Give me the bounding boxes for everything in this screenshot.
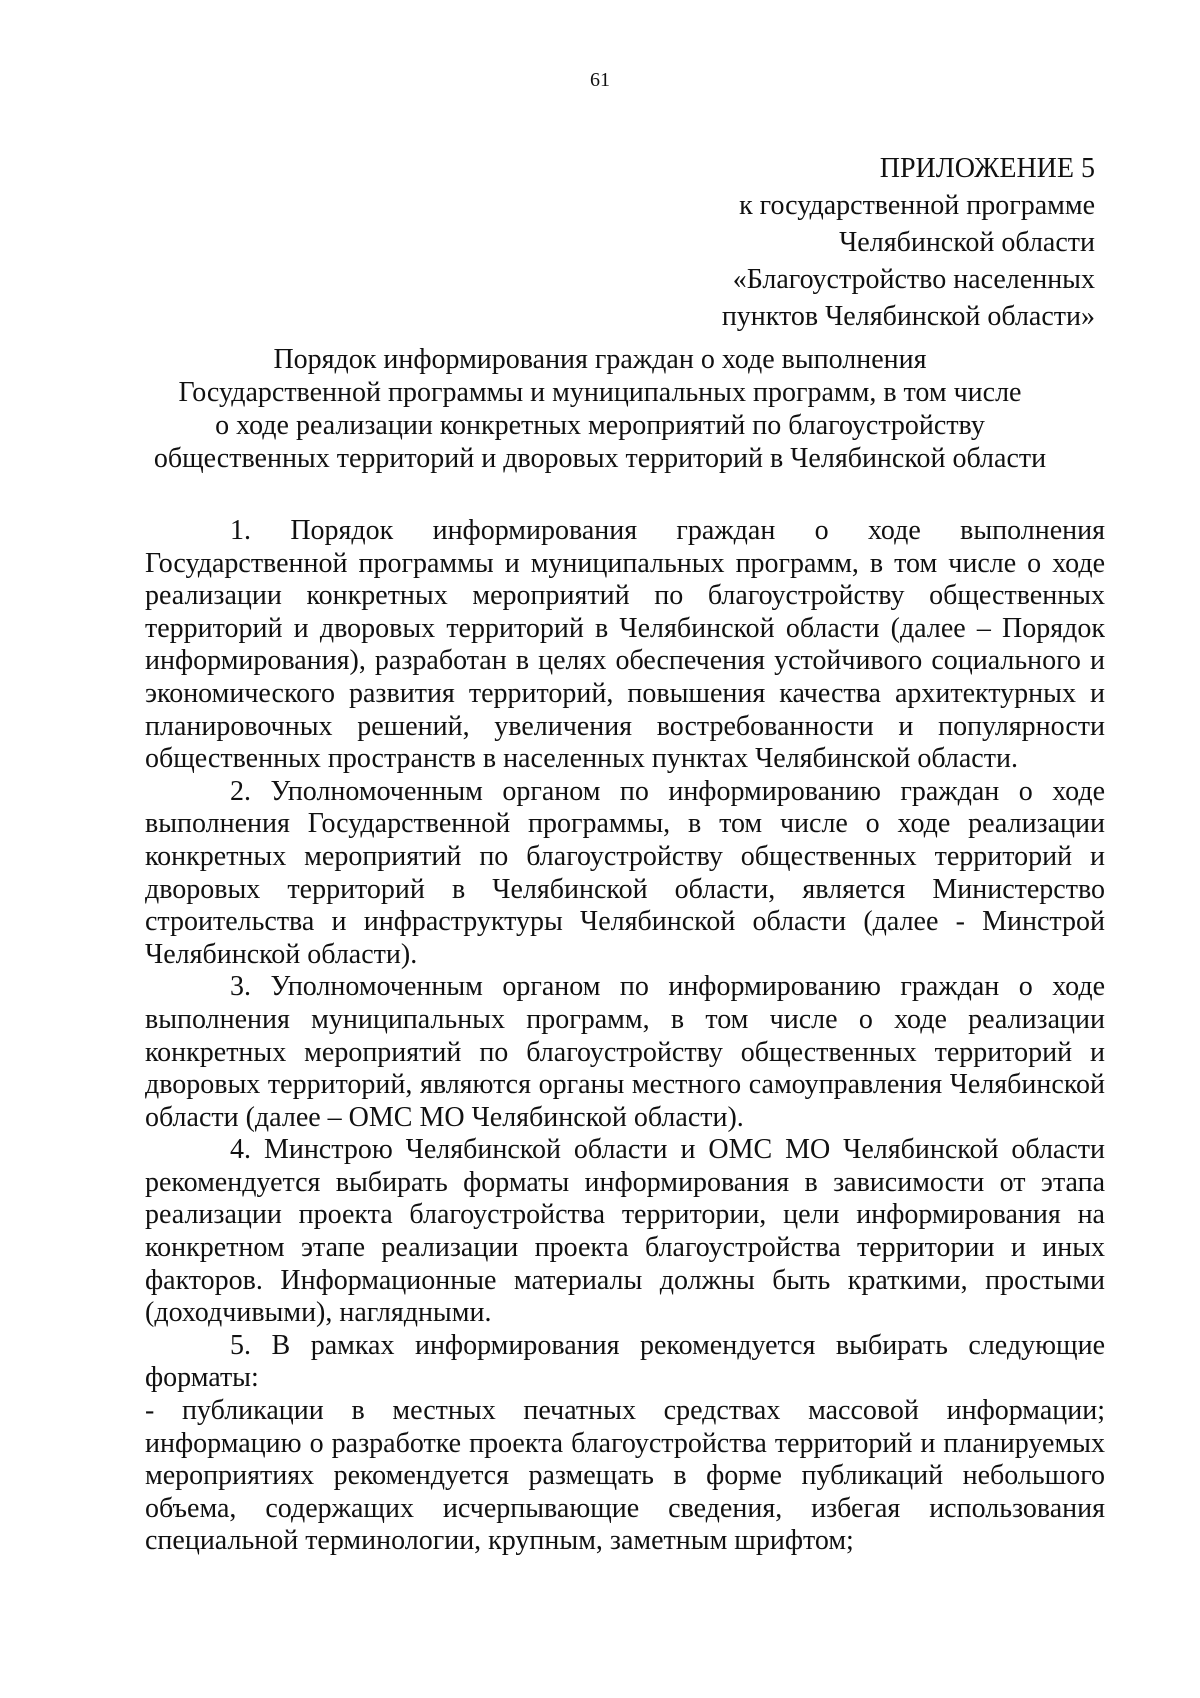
paragraph-4: 4. Минстрою Челябинской области и ОМС МО Челябинской области рекомендуется выбирать форматы информирования в зависимости от этапа реализации проекта благоустройства территории, цели информирования на конкретном этапе реализации проекта благоустройства территории и иных факторов. Информационные материалы должны быть краткими, простыми (доходчивыми), наглядными. xyxy=(145,1134,1105,1329)
paragraph-3: 3. Уполномоченным органом по информированию граждан о ходе выполнения муниципальных программ, в том числе о ходе реализации конкретных мероприятий по благоустройству общественных территорий и дворовых территорий, являются органы местного самоуправления Челябинской области (далее – ОМС МО Челябинской области). xyxy=(145,971,1105,1133)
title-line: общественных территорий и дворовых территорий в Челябинской области xyxy=(153,443,1047,474)
appendix-line: Челябинской области xyxy=(839,227,1095,258)
appendix-line: ПРИЛОЖЕНИЕ 5 xyxy=(879,153,1095,184)
paragraph-5: 5. В рамках информирования рекомендуется выбирать следующие форматы: xyxy=(145,1329,1105,1394)
title-line: о ходе реализации конкретных мероприятий по благоустройству xyxy=(215,410,985,441)
document-body xyxy=(145,515,1105,1558)
paragraph-2: 2. Уполномоченным органом по информированию граждан о ходе выполнения Государственной программы, в том числе о ходе реализации конкретных мероприятий по благоустройству общественных территорий и дворовых территорий в Челябинской области, является Министерство строительства и инфраструктуры Челябинской области (далее - Минстрой Челябинской области). xyxy=(145,775,1105,970)
title-line: Порядок информирования граждан о ходе выполнения xyxy=(273,344,927,375)
page-number: 61 xyxy=(590,69,610,91)
list-item-publications: - публикации в местных печатных средствах массовой информации; информацию о разработке проекта благоустройства территорий и планируемых мероприятиях рекомендуется размещать в форме публикаций небольшого объема, содержащих исчерпывающие сведения, избегая использования специальной терминологии, крупным, заметным шрифтом; xyxy=(145,1395,1105,1557)
paragraph-1: 1. Порядок информирования граждан о ходе выполнения Государственной программы и муниципальных программ, в том числе о ходе реализации конкретных мероприятий по благоустройству общественных территорий и дворовых территорий в Челябинской области (далее – Порядок информирования), разработан в целях обеспечения устойчивого социального и экономического развития территорий, повышения качества архитектурных и планировочных решений, увеличения востребованности и популярности общественных пространств в населенных пунктах Челябинской области. xyxy=(145,515,1105,775)
appendix-line: к государственной программе xyxy=(739,190,1095,221)
appendix-line: «Благоустройство населенных xyxy=(732,264,1095,295)
appendix-header xyxy=(395,150,1095,335)
title-line: Государственной программы и муниципальных программ, в том числе xyxy=(178,377,1022,408)
appendix-line: пунктов Челябинской области» xyxy=(721,301,1095,332)
document-title xyxy=(0,343,1200,475)
